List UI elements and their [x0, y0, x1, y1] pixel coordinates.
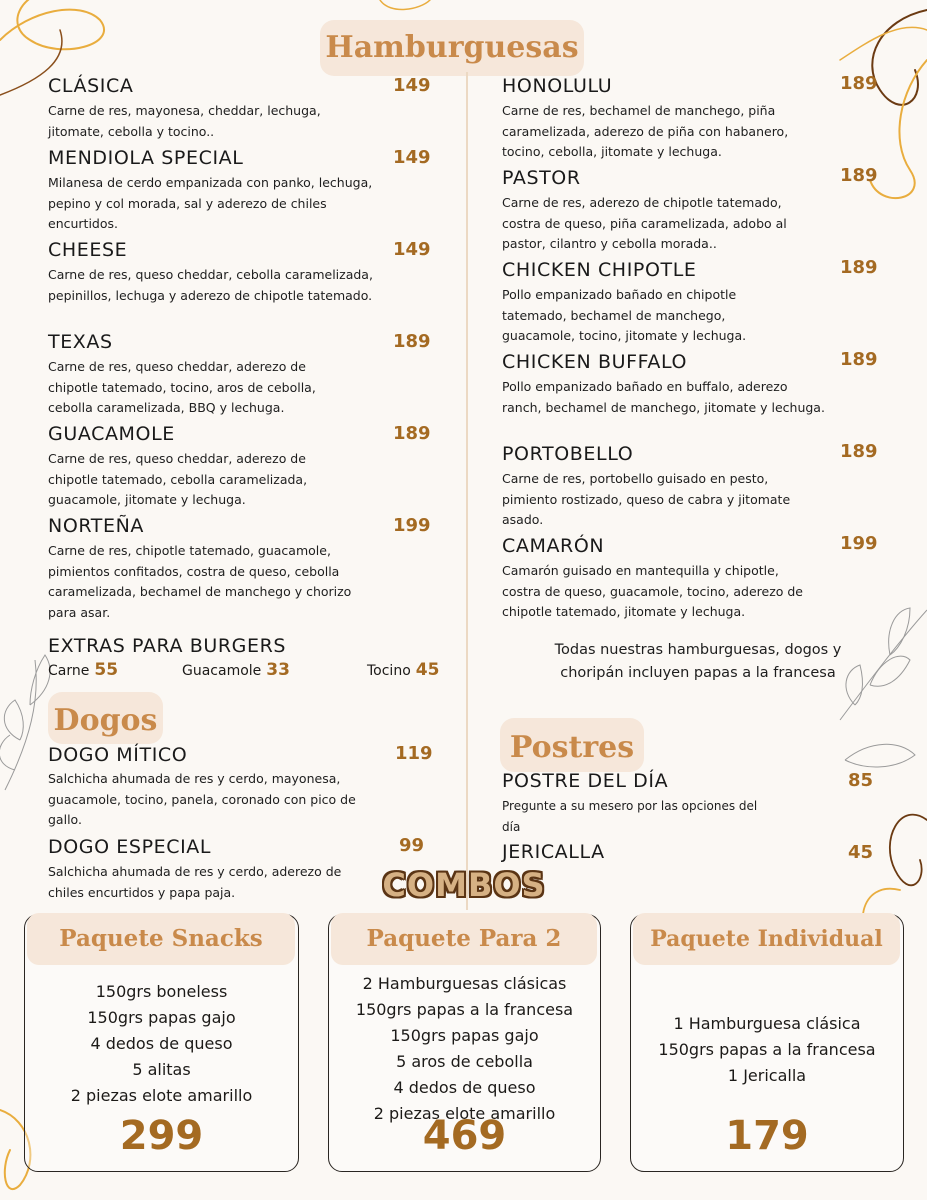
combo-items-individual: [631, 1011, 903, 1089]
burger-name-clasica: CLÁSICA: [48, 75, 134, 97]
combo-price-para-2: 469: [422, 1113, 507, 1159]
combo-title-individual: Paquete Individual: [633, 913, 900, 965]
fries-note: Todas nuestras hamburguesas, dogos y choripán incluyen papas a la francesa: [554, 642, 842, 681]
dogo-price-especial: 99: [399, 835, 425, 856]
burger-name-cheese: CHEESE: [48, 239, 128, 261]
burger-desc-cheese: Carne de res, queso cheddar, cebolla caramelizada, pepinillos, lechuga y aderezo de chipotle tatemado.: [48, 267, 373, 303]
combo-line: 150grs boneless: [95, 982, 228, 1001]
combo-card-snacks: [24, 914, 299, 1172]
burger-price-cheese: 149: [393, 239, 431, 260]
extra-tocino-label: Tocino: [367, 663, 411, 679]
combo-line: 1 Jericalla: [727, 1066, 807, 1085]
combo-line: 2 piezas elote amarillo: [70, 1086, 253, 1105]
burger-name-honolulu: HONOLULU: [502, 75, 613, 97]
burger-desc-mendiola: Milanesa de cerdo empanizada con panko, lechuga, pepino y col morada, sal y aderezo de chiles encurtidos.: [48, 175, 373, 231]
combo-line: 150grs papas gajo: [390, 1026, 539, 1045]
burger-desc-chicken-buffalo: Pollo empanizado bañado en buffalo, aderezo ranch, bechamel de manchego, jitomate y lechuga.: [502, 379, 825, 415]
combo-price-individual: 179: [725, 1113, 809, 1159]
combo-card-individual: [630, 914, 904, 1172]
combo-title-para-2: Paquete Para 2: [331, 913, 597, 965]
combo-line: 4 dedos de queso: [393, 1078, 536, 1097]
hamburguesas-title: Hamburguesas: [320, 20, 584, 76]
combo-line: 1 Hamburguesa clásica: [673, 1014, 861, 1033]
burger-price-texas: 189: [393, 331, 431, 352]
postre-price-jericalla: 45: [848, 842, 874, 863]
burger-name-pastor: PASTOR: [502, 167, 581, 189]
combo-line: 150grs papas a la francesa: [355, 1000, 574, 1019]
extra-guacamole: [182, 660, 290, 680]
combos-title: COMBOS: [382, 866, 546, 904]
combo-line: 4 dedos de queso: [90, 1034, 233, 1053]
combo-title-snacks: Paquete Snacks: [27, 913, 295, 965]
burger-name-texas: TEXAS: [48, 331, 113, 353]
combo-line: 2 Hamburguesas clásicas: [362, 974, 567, 993]
dogo-price-mitico: 119: [395, 743, 433, 764]
extra-tocino: [367, 660, 439, 680]
burger-desc-texas: Carne de res, queso cheddar, aderezo de chipotle tatemado, tocino, aros de cebolla, cebolla caramelizada, BBQ y lechuga.: [48, 359, 316, 415]
burger-price-camaron: 199: [840, 533, 878, 554]
postre-desc-del-dia: Pregunte a su mesero por las opciones del día: [502, 799, 758, 834]
burger-name-mendiola: MENDIOLA SPECIAL: [48, 147, 244, 169]
dogos-title: Dogos: [48, 692, 163, 744]
dogo-name-mitico: DOGO MÍTICO: [48, 744, 188, 766]
burger-name-guacamole: GUACAMOLE: [48, 423, 175, 445]
burger-name-nortena: NORTEÑA: [48, 515, 145, 537]
combo-line: 150grs papas a la francesa: [658, 1040, 876, 1059]
extra-carne-label: Carne: [48, 663, 90, 679]
extra-carne: [48, 660, 118, 680]
extra-guacamole-price: 33: [266, 660, 290, 680]
extra-guacamole-label: Guacamole: [182, 663, 262, 679]
burger-name-chicken-buffalo: CHICKEN BUFFALO: [502, 351, 688, 373]
combo-card-para-2: [328, 914, 601, 1172]
dogo-desc-especial: Salchicha ahumada de res y cerdo, aderezo de chiles encurtidos y papa paja.: [48, 864, 342, 900]
postre-name-jericalla: JERICALLA: [502, 841, 605, 863]
extra-tocino-price: 45: [415, 660, 440, 680]
burger-desc-clasica: Carne de res, mayonesa, cheddar, lechuga, jitomate, cebolla y tocino..: [48, 103, 321, 139]
column-divider: [466, 72, 468, 910]
extra-carne-price: 55: [94, 660, 119, 680]
postre-name-del-dia: POSTRE DEL DÍA: [502, 770, 669, 792]
dogo-name-especial: DOGO ESPECIAL: [48, 836, 212, 858]
burger-price-honolulu: 189: [840, 73, 878, 94]
burger-price-mendiola: 149: [393, 147, 431, 168]
burger-price-clasica: 149: [393, 75, 431, 96]
combo-line: 150grs papas gajo: [87, 1008, 236, 1027]
burger-name-portobello: PORTOBELLO: [502, 443, 634, 465]
burger-desc-nortena: Carne de res, chipotle tatemado, guacamole, pimientos confitados, costra de queso, cebolla caramelizada, bechamel de manchego y chorizo para asar.: [48, 543, 352, 620]
combo-line: 5 aros de cebolla: [396, 1052, 533, 1071]
burger-desc-chicken-chipotle: Pollo empanizado bañado en chipotle tatemado, bechamel de manchego, guacamole, tocino, jitomate y lechuga.: [502, 287, 747, 343]
extras-title: EXTRAS PARA BURGERS: [48, 635, 287, 657]
combo-line: 5 alitas: [132, 1060, 191, 1079]
burger-price-portobello: 189: [840, 441, 878, 462]
combo-price-snacks: 299: [119, 1113, 204, 1159]
burger-desc-guacamole: Carne de res, queso cheddar, aderezo de chipotle tatemado, cebolla caramelizada, guacamole, jitomate y lechuga.: [48, 451, 308, 507]
burger-price-chicken-chipotle: 189: [840, 257, 878, 278]
postre-price-del-dia: 85: [848, 770, 874, 791]
burger-name-camaron: CAMARÓN: [502, 535, 605, 557]
burger-desc-honolulu: Carne de res, bechamel de manchego, piña caramelizada, aderezo de piña con habanero, tocino, cebolla, jitomate y lechuga.: [502, 103, 789, 159]
combo-items-snacks: [25, 979, 298, 1109]
burger-price-pastor: 189: [840, 165, 878, 186]
combo-line: 2 piezas elote amarillo: [373, 1104, 556, 1123]
burger-name-chicken-chipotle: CHICKEN CHIPOTLE: [502, 259, 697, 281]
burger-desc-camaron: Camarón guisado en mantequilla y chipotle, costra de queso, guacamole, tocino, aderezo de chipotle tatemado, jitomate y lechuga.: [502, 563, 804, 619]
dogo-desc-mitico: Salchicha ahumada de res y cerdo, mayonesa, guacamole, tocino, panela, coronado con pico de gallo.: [48, 771, 356, 827]
burger-price-nortena: 199: [393, 515, 431, 536]
burger-desc-portobello: Carne de res, portobello guisado en pesto, pimiento rostizado, queso de cabra y jitomate asado.: [502, 471, 791, 527]
combo-items-para-2: [329, 971, 600, 1127]
postres-title: Postres: [500, 718, 644, 772]
burger-price-chicken-buffalo: 189: [840, 349, 878, 370]
burger-desc-pastor: Carne de res, aderezo de chipotle tatemado, costra de queso, piña caramelizada, adobo al pastor, cilantro y cebolla morada..: [502, 195, 787, 251]
burger-price-guacamole: 189: [393, 423, 431, 444]
